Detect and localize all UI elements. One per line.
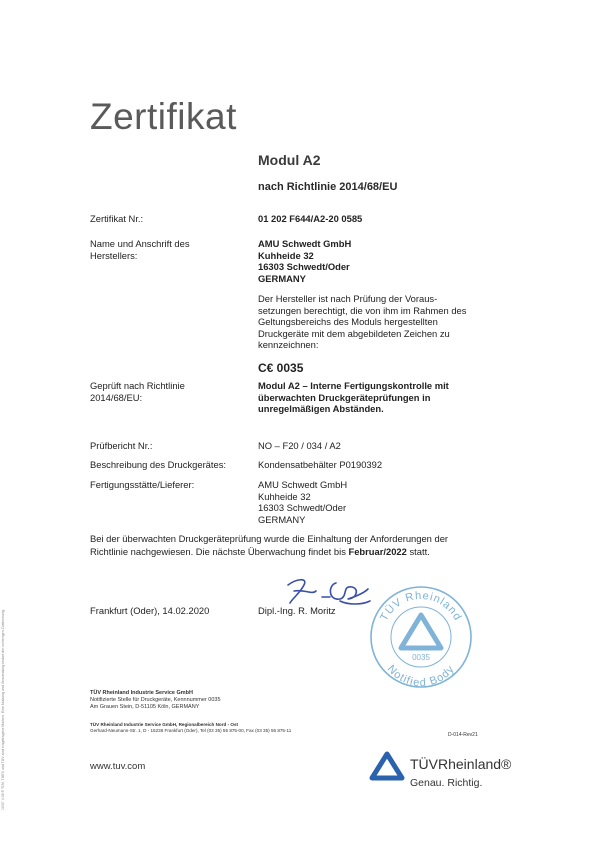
document-reference: D-014-Rev21 (448, 732, 478, 738)
seal-bottom-text: Notified Body (384, 662, 458, 690)
site-address: AMU Schwedt GmbH Kuhheide 32 16303 Schwedt/Oder GERMANY (258, 479, 348, 525)
module-heading: Modul A2 (258, 152, 321, 168)
directive-heading: nach Richtlinie 2014/68/EU (258, 181, 398, 193)
footer-regional: TÜV Rheinland Industrie Service GmbH, Regionalbereich Nord - Ost Gerhard-Neumann-Str. 1, D - 15236 Frankfurt (Oder), Tel (03 35) 55 875-00, Fax (03 35) 55 875-11 (90, 722, 292, 733)
seal-number: 0035 (412, 653, 430, 662)
notified-body-seal-icon (366, 582, 476, 692)
report-value: NO – F20 / 034 / A2 (258, 440, 341, 451)
tested-label: Geprüft nach Richtlinie 2014/68/EU: (90, 380, 185, 403)
brand-name: TÜVRheinland® (410, 756, 512, 772)
seal-top-text: TÜV Rheinland (378, 589, 464, 624)
place-and-date: Frankfurt (Oder), 14.02.2020 (90, 605, 210, 616)
page-title: Zertifikat (90, 96, 237, 137)
statement-paragraph: Bei der überwachten Druckgeräteprüfung wurde die Einhaltung der Anforderungen der Richtlinie nachgewiesen. Die nächste Überwachung findet bis Februar/2022 statt. (90, 533, 449, 557)
description-label: Beschreibung des Druckgerätes: (90, 459, 227, 470)
report-label: Prüfbericht Nr.: (90, 440, 153, 451)
manufacturer-label: Name und Anschrift des Herstellers: (90, 238, 190, 261)
website-url: www.tuv.com (90, 761, 146, 772)
brand-slogan: Genau. Richtig. (410, 777, 483, 789)
authorization-text: Der Hersteller ist nach Prüfung der Voraus- setzungen berechtigt, die von ihm im Rahmen des Geltungsbereichs des Moduls hergestellten Druckgeräte mit dem abgebildeten Zeichen zu kennzeichnen: (258, 293, 467, 351)
cert-number-value: 01 202 F644/A2-20 0585 (258, 213, 363, 224)
signature-icon (282, 571, 372, 609)
tuv-triangle-logo-icon (368, 750, 406, 782)
description-value: Kondensatbehälter P0190392 (258, 459, 383, 470)
ce-mark: C€ 0035 (258, 361, 304, 375)
tested-value: Modul A2 – Interne Fertigungskontrolle mit überwachten Druckgeräteprüfungen in unregelmäßigen Abständen. (258, 380, 449, 415)
site-label: Fertigungsstätte/Lieferer: (90, 479, 195, 490)
footer-issuer: TÜV Rheinland Industrie Service GmbH Notifizierte Stelle für Druckgeräte, Kennnummer 0035 Am Grauen Stein, D-51105 Köln, GERMANY (90, 690, 221, 710)
cert-number-label: Zertifikat Nr.: (90, 213, 144, 224)
signatory-name: Dipl.-Ing. R. Moritz (258, 605, 336, 616)
manufacturer-address: AMU Schwedt GmbH Kuhheide 32 16303 Schwedt/Oder GERMANY (258, 238, 352, 284)
side-legal-text: 10/07 4 08 ® TÜV, TUEV und TUV sind eingetragene Marken. Eine Nutzung und Verwendung bedarf der vorherigen Zustimmung. (1, 609, 5, 810)
